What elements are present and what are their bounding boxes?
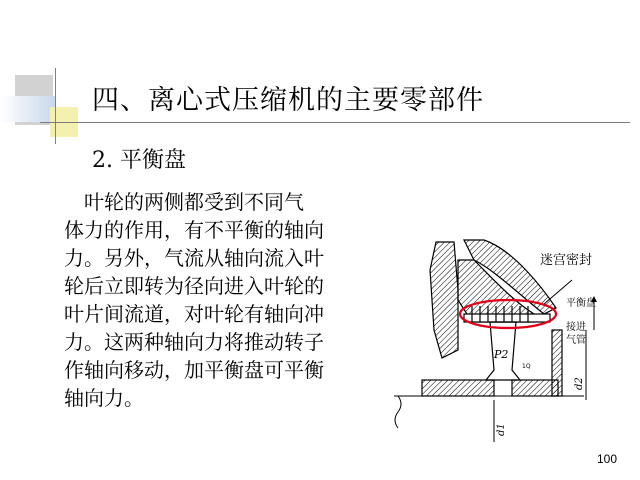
label-labyrinth: 迷宫密封 [540, 253, 593, 268]
shaft-break [395, 396, 401, 428]
label-d2: d2 [574, 377, 585, 390]
label-p2: P2 [494, 348, 509, 361]
balance-disk-body [464, 314, 550, 322]
section-subtitle: 2. 平衡盘 [92, 148, 186, 173]
slide-title: 四、离心式压缩机的主要零部件 [92, 85, 484, 116]
label-balance-disk: 平衡盘 [566, 298, 596, 309]
decor-vertical-line [55, 68, 56, 144]
label-pipe-1: 接进 [566, 322, 586, 333]
shaft-base-right [512, 380, 558, 396]
body-paragraph [64, 188, 390, 412]
page-number: 100 [597, 452, 618, 466]
title-divider [40, 122, 630, 123]
balance-disk-drawing [394, 230, 634, 450]
decor-blue-block [0, 96, 55, 122]
body-line: 轮后立即转为径向进入叶轮的 [64, 274, 324, 298]
body-line: 力。另外，气流从轴向流入叶 [64, 246, 324, 270]
body-line: 体力的作用，有不平衡的轴向 [64, 218, 324, 242]
label-d1: d1 [496, 423, 507, 436]
body-line: 叶轮的两侧都受到不同气 [64, 190, 304, 214]
casing-left [430, 242, 458, 358]
body-line: 作轴向移动，加平衡盘可平衡 [64, 358, 324, 382]
body-line: 力。这两种轴向力将推动转子 [64, 330, 324, 354]
body-line: 叶片间流道，对叶轮有轴向冲 [64, 302, 324, 326]
shaft-base-left [422, 380, 494, 396]
label-pipe-2: 气管 [566, 335, 586, 346]
label-small: 1Q [522, 363, 531, 370]
body-line: 轴向力。 [64, 386, 144, 410]
balance-disk-diagram [394, 230, 634, 450]
right-housing [552, 330, 562, 396]
